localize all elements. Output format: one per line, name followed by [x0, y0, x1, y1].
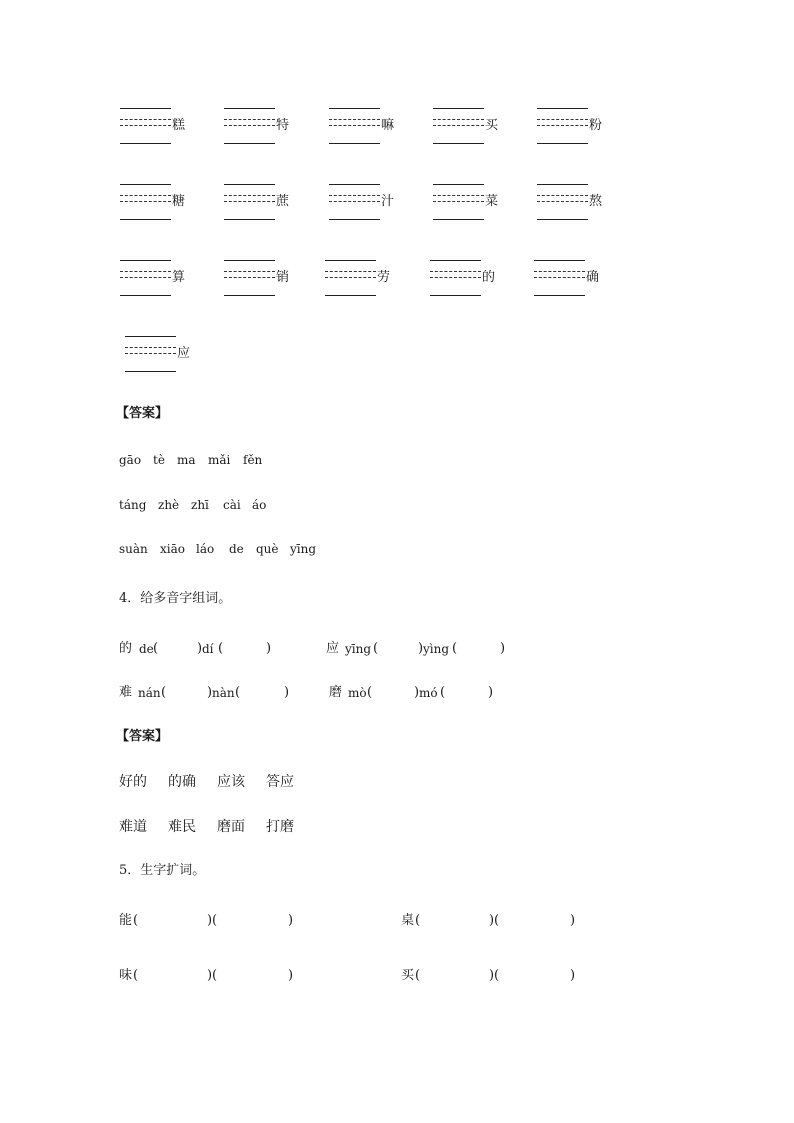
answer-word: 打磨: [266, 819, 294, 835]
paren-open: (: [218, 641, 224, 656]
answer-word: 好的: [119, 774, 147, 790]
paren-open: (: [452, 641, 458, 656]
cell-character: 买: [485, 118, 499, 133]
paren-close: ): [488, 685, 494, 700]
paren-open: (: [373, 641, 379, 656]
expand-char: 能: [119, 913, 133, 928]
paren-open: (: [415, 913, 421, 928]
pinyin-answer: zhè: [158, 498, 180, 512]
paren-close: ): [418, 641, 424, 656]
pinyin-answer: ma: [177, 453, 196, 467]
cell-character: 嘛: [381, 118, 395, 133]
answer-word: 难道: [119, 819, 147, 835]
paren-open: (: [212, 968, 218, 983]
pinyin-answer: tè: [153, 453, 165, 467]
answer-word: 答应: [266, 774, 294, 790]
reading: nán: [138, 686, 161, 700]
cell-character: 熬: [589, 194, 603, 209]
cell-character: 蔗: [276, 194, 290, 209]
reading: mò: [348, 686, 367, 700]
cell-character: 算: [172, 270, 186, 285]
answer-heading: 【答案】: [116, 729, 169, 744]
paren-close: ): [288, 968, 294, 983]
paren-close: ): [207, 685, 213, 700]
paren-open: (: [415, 968, 421, 983]
cell-character: 销: [276, 270, 290, 285]
reading: yìng: [423, 642, 450, 656]
polyphone-char: 磨: [329, 685, 343, 700]
pinyin-answer: áo: [252, 498, 267, 512]
paren-close: ): [207, 913, 213, 928]
paren-open: (: [494, 913, 500, 928]
paren-open: (: [133, 913, 139, 928]
question-4-title: 4．给多音字组词。: [119, 591, 232, 606]
pinyin-answer: xiāo: [160, 542, 185, 556]
reading: de: [139, 642, 154, 656]
polyphone-char: 应: [326, 641, 340, 656]
paren-open: (: [161, 685, 167, 700]
pinyin-answer: láo: [196, 542, 215, 556]
pinyin-answer: gāo: [119, 453, 142, 467]
paren-open: (: [440, 685, 446, 700]
pinyin-answer: fěn: [243, 453, 263, 467]
pinyin-answer: què: [256, 542, 279, 556]
cell-character: 确: [586, 270, 600, 285]
pinyin-answer: táng: [119, 498, 147, 512]
cell-character: 菜: [485, 194, 499, 209]
cell-character: 劳: [377, 270, 391, 285]
reading: mó: [419, 686, 438, 700]
paren-close: ): [570, 913, 576, 928]
paren-close: ): [207, 968, 213, 983]
pinyin-answer: zhī: [191, 498, 209, 512]
cell-character: 特: [276, 118, 290, 133]
reading: nàn: [212, 686, 235, 700]
paren-close: ): [414, 685, 420, 700]
paren-open: (: [153, 641, 159, 656]
paren-close: ): [489, 913, 495, 928]
answer-word: 难民: [168, 819, 196, 835]
paren-open: (: [235, 685, 241, 700]
answer-heading: 【答案】: [116, 406, 169, 421]
polyphone-char: 难: [119, 685, 133, 700]
answer-word: 的确: [168, 774, 196, 790]
paren-open: (: [494, 968, 500, 983]
pinyin-answer: yīng: [290, 542, 317, 556]
expand-char: 买: [401, 968, 415, 983]
cell-character: 的: [482, 270, 496, 285]
cell-character: 应: [177, 346, 191, 361]
paren-close: ): [288, 913, 294, 928]
polyphone-char: 的: [119, 641, 133, 656]
cell-character: 糕: [172, 118, 186, 133]
paren-close: ): [570, 968, 576, 983]
paren-close: ): [284, 685, 290, 700]
reading: yīng: [345, 642, 372, 656]
cell-character: 粉: [589, 118, 603, 133]
pinyin-answer: suàn: [119, 542, 148, 556]
answer-word: 应该: [217, 774, 245, 790]
pinyin-answer: mǎi: [208, 453, 231, 467]
paren-close: ): [489, 968, 495, 983]
cell-character: 糖: [172, 194, 186, 209]
paren-open: (: [367, 685, 373, 700]
cell-character: 汁: [381, 194, 395, 209]
pinyin-answer: de: [229, 542, 244, 556]
pinyin-answer: cài: [223, 498, 241, 512]
expand-char: 味: [119, 968, 133, 983]
paren-close: ): [197, 641, 203, 656]
reading: dí: [202, 642, 214, 656]
paren-close: ): [266, 641, 272, 656]
paren-open: (: [133, 968, 139, 983]
paren-open: (: [212, 913, 218, 928]
expand-char: 桌: [401, 913, 415, 928]
answer-word: 磨面: [217, 819, 245, 835]
question-5-title: 5．生字扩词。: [119, 863, 206, 878]
paren-close: ): [500, 641, 506, 656]
